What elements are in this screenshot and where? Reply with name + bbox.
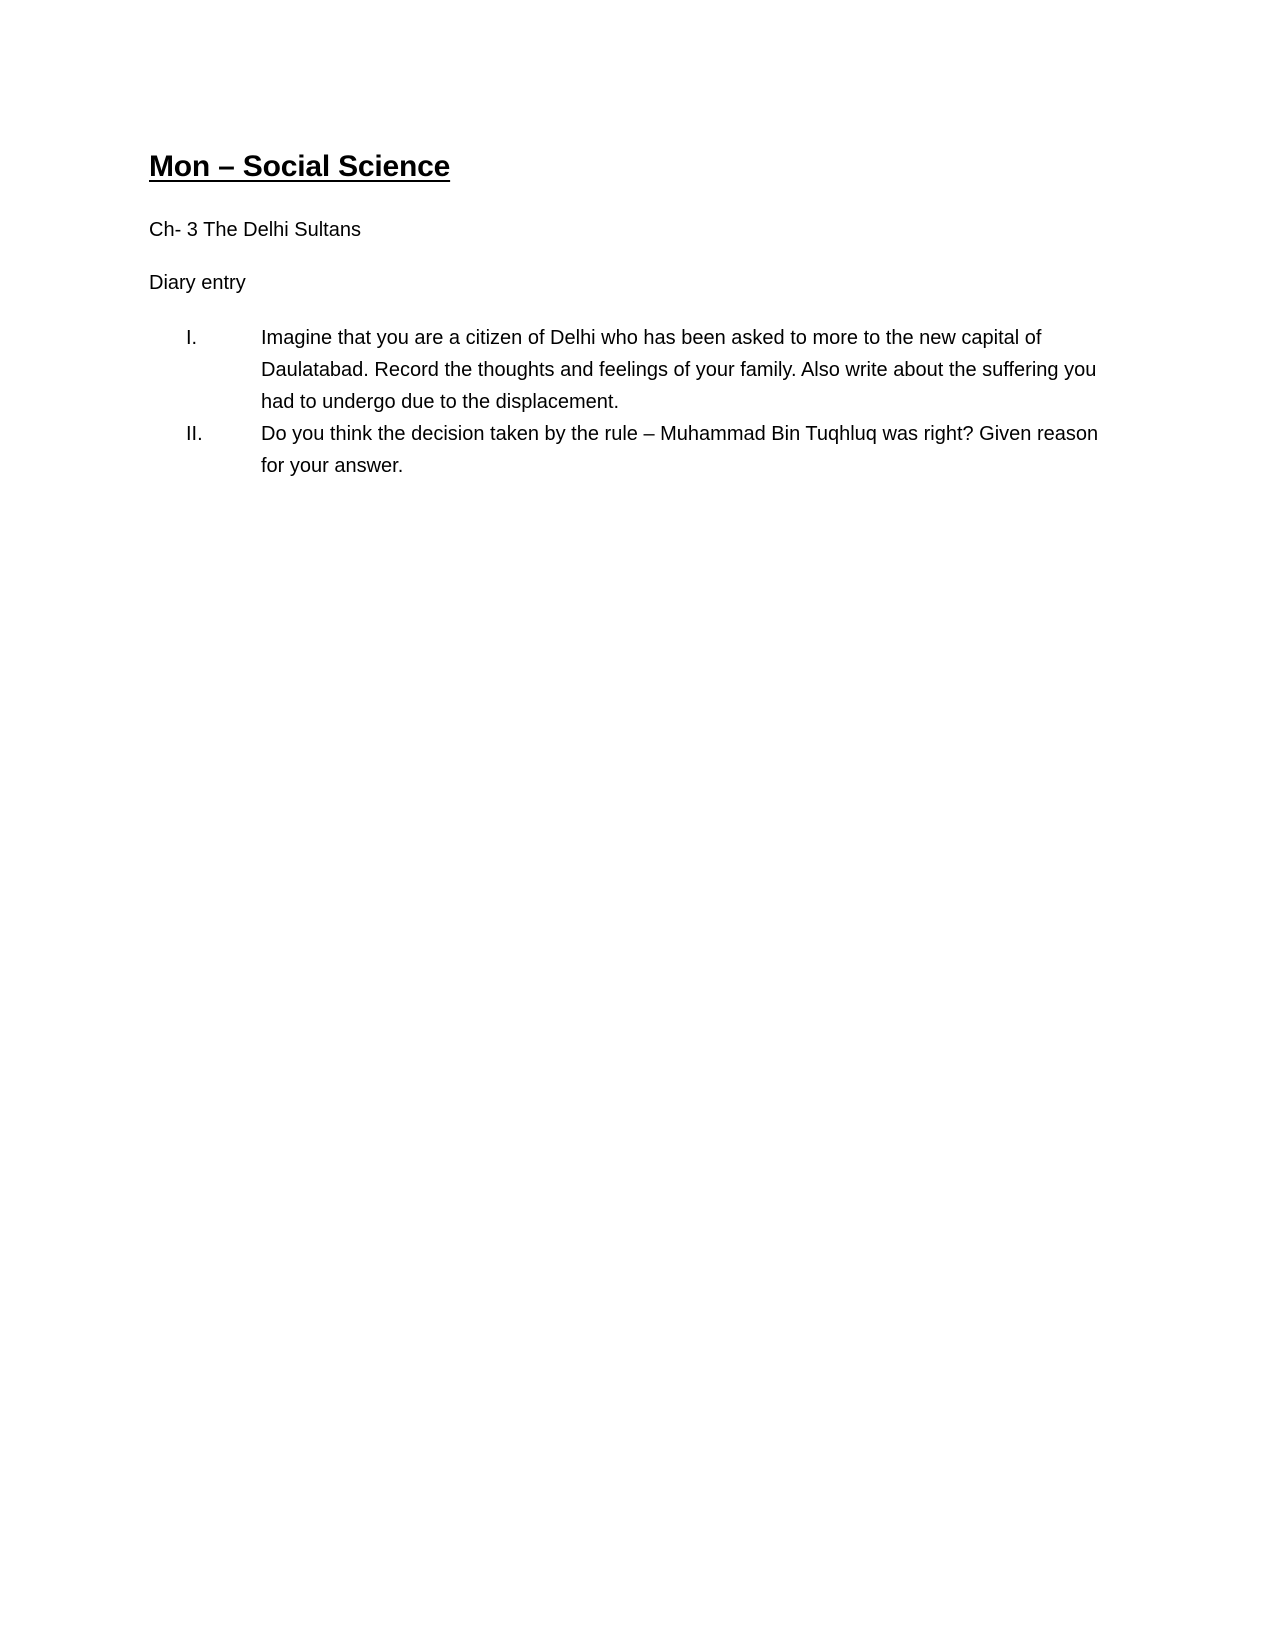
section-label: Diary entry — [149, 272, 246, 294]
question-item — [149, 418, 1129, 482]
question-number: I. — [186, 327, 198, 349]
question-number: II. — [186, 423, 203, 445]
question-text: Do you think the decision taken by the rule – Muhammad Bin Tuqhluq was right? Given reason for your answer. — [261, 423, 1099, 477]
question-text: Imagine that you are a citizen of Delhi who has been asked to more to the new capital of Daulatabad. Record the thoughts and feelings of your family. Also write about the suffering you had to undergo due to the displacement. — [261, 327, 1097, 413]
page-title: Mon – Social Science — [149, 150, 451, 183]
question-item — [149, 322, 1129, 418]
question-list — [149, 322, 1129, 482]
chapter-heading: Ch- 3 The Delhi Sultans — [149, 219, 361, 241]
